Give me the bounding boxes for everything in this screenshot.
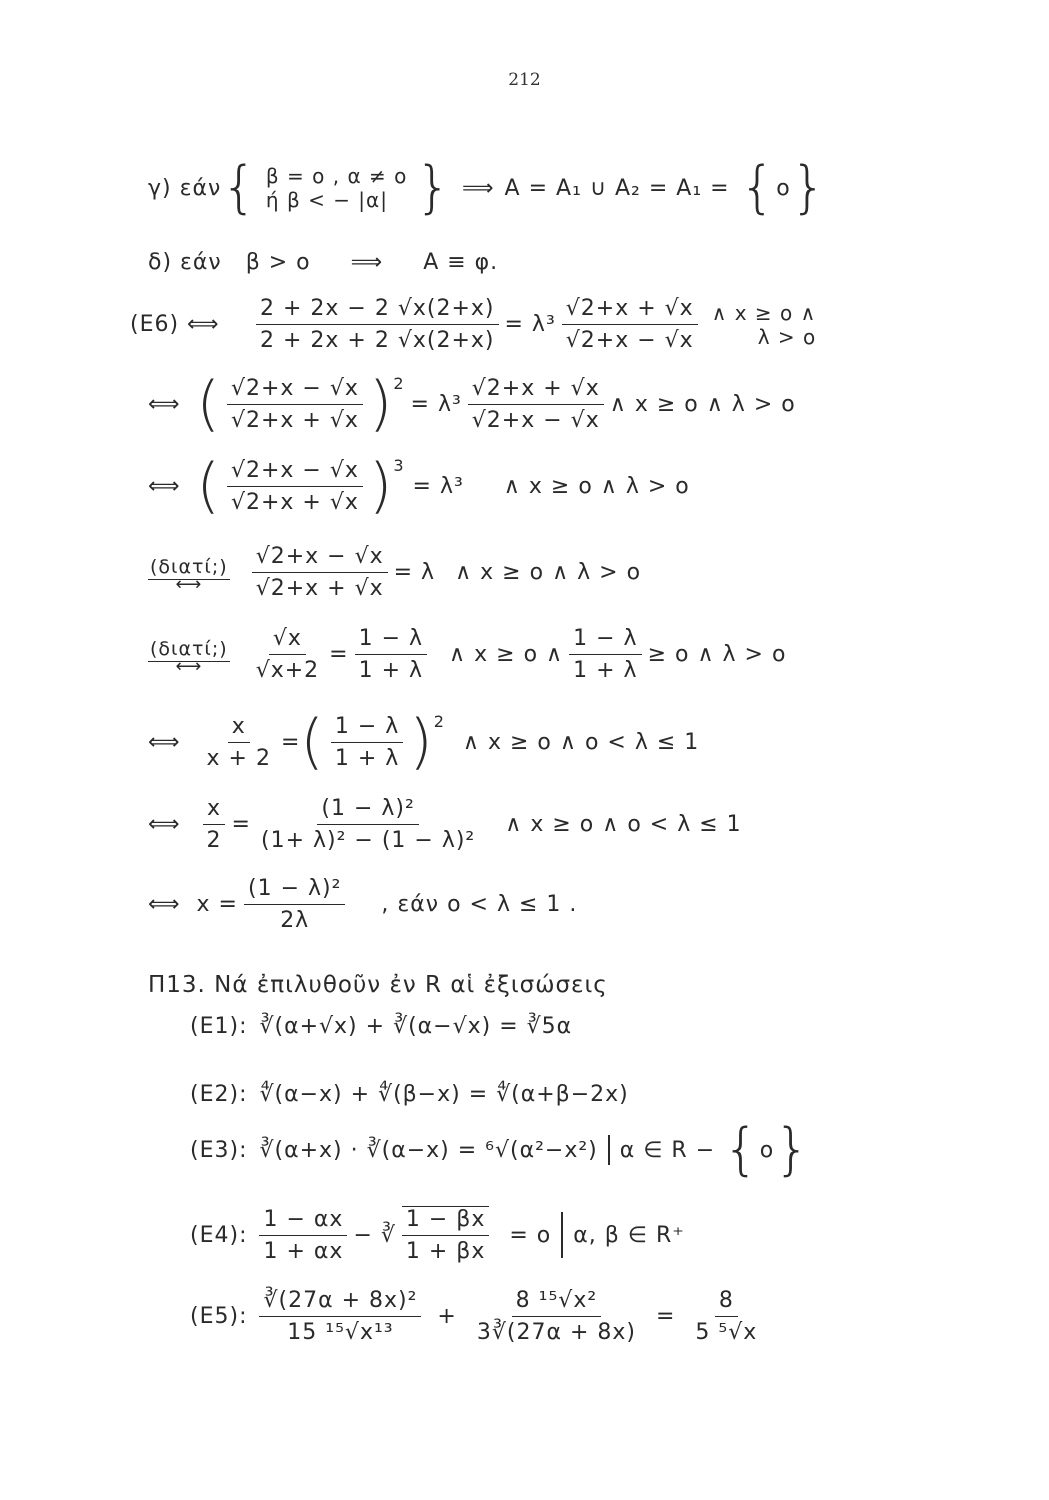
fraction-denominator: 1 + λ — [334, 745, 400, 771]
equation-set: ο — [759, 1137, 775, 1163]
set-left-brace: { — [739, 155, 777, 220]
equation-e1 — [190, 1014, 572, 1039]
equation-expression: ∜(α−x) + ∜(β−x) = ∜(α+β−2x) — [259, 1082, 629, 1107]
fraction-numerator: ∛(27α + 8x)² — [259, 1288, 421, 1317]
arrow-label: (διατί;) — [150, 637, 228, 660]
fraction-denominator: √2+x + √x — [255, 576, 384, 601]
equation-operator: = ο — [509, 1222, 552, 1248]
set-right-brace: } — [790, 155, 828, 220]
implies-arrow: ⟹ — [462, 175, 495, 201]
equation-operator: + — [437, 1304, 457, 1329]
equals-part: = λ³ — [410, 391, 462, 417]
fraction-denominator: x + 2 — [206, 745, 271, 771]
fraction-numerator: √2+x + √x — [562, 296, 698, 325]
case-gamma-cond-bottom: ή β < − |α| — [265, 188, 388, 212]
equation-condition: α, β ∈ R⁺ — [573, 1222, 685, 1248]
equals-part: x = — [196, 892, 238, 917]
arrow-head: ⟷ — [175, 655, 203, 677]
fraction-denominator: 1 + λ — [358, 658, 424, 683]
right-paren: ) — [409, 707, 434, 777]
equals-part: = — [329, 642, 349, 667]
equals-part: = λ — [393, 560, 436, 585]
fraction-denominator: (1+ λ)² − (1 − λ)² — [260, 828, 476, 853]
equation-label: (E4): — [190, 1222, 248, 1248]
fraction — [562, 296, 698, 353]
labeled-arrow — [148, 555, 230, 595]
fraction-denominator: 2λ — [280, 908, 310, 933]
equivalence-arrow: ⟺ — [148, 391, 181, 417]
fraction — [227, 458, 363, 515]
equation-expression: ∛(α+√x) + ∛(α−√x) = ∛5α — [259, 1014, 573, 1039]
right-paren: ) — [368, 369, 394, 439]
equation-e5 — [190, 1288, 767, 1345]
right-paren: ) — [368, 451, 394, 521]
left-paren: ( — [300, 707, 325, 777]
equivalence-arrow: ⟺ — [148, 892, 181, 917]
equation-expression: ∛(α+x) · ∛(α−x) = ⁶√(α²−x²) — [259, 1137, 598, 1163]
fraction — [259, 1288, 421, 1345]
case-gamma-set: ο — [776, 175, 791, 201]
exponent: 3 — [393, 456, 405, 475]
equivalence-arrow: ⟺ — [148, 812, 181, 837]
fraction-denominator: 1 + αx — [263, 1238, 344, 1264]
condition: ∧ x ≥ ο ∧ λ > ο — [455, 560, 642, 585]
arrow-label: (διατί;) — [150, 555, 228, 578]
fraction-numerator: 8 — [715, 1288, 738, 1317]
condition: ∧ x ≥ ο ∧ λ > ο — [609, 391, 796, 417]
fraction — [355, 626, 427, 683]
fraction-numerator: 8 ¹⁵√x² — [512, 1288, 602, 1317]
condition: ∧ x ≥ ο ∧ ο < λ ≤ 1 — [505, 812, 742, 837]
fraction-numerator: 1 − λ — [355, 626, 427, 655]
arrow-head: ⟷ — [175, 573, 203, 595]
fraction-numerator: √2+x − √x — [252, 544, 388, 573]
fraction — [257, 796, 479, 853]
fraction-numerator: √x — [269, 626, 306, 655]
fraction — [691, 1288, 761, 1345]
fraction-denominator: 1 + λ — [573, 658, 638, 683]
equivalence-arrow: ⟺ — [148, 473, 181, 499]
fraction-numerator: x — [228, 714, 250, 743]
equation-operator: − ∛ — [353, 1222, 396, 1248]
equation-label: (E1): — [190, 1014, 248, 1039]
fraction — [569, 626, 641, 683]
fraction-numerator: (1 − λ)² — [244, 876, 345, 905]
condition-bar — [608, 1135, 610, 1165]
fraction — [244, 876, 345, 933]
right-brace: } — [415, 155, 452, 220]
case-delta — [148, 250, 498, 275]
problem-title: Π13. Νά ἐπιλυθοῦν ἐν R αἱ ἐξισώσεις — [148, 972, 608, 998]
condition: ∧ x ≥ ο ∧ — [711, 300, 817, 325]
derivation-line-7 — [148, 796, 742, 853]
fraction — [473, 1288, 640, 1345]
derivation-lead: (E6) ⟺ — [130, 312, 220, 337]
equation-e4 — [190, 1206, 685, 1264]
case-delta-result: A ≡ φ. — [423, 250, 499, 275]
fraction-denominator: 1 + βx — [405, 1239, 486, 1264]
fraction — [203, 714, 275, 771]
equation-label: (E3): — [190, 1137, 248, 1163]
equation-label: (E5): — [190, 1304, 248, 1329]
derivation-line-1 — [130, 296, 824, 353]
fraction-numerator: 1 − λ — [569, 626, 641, 655]
equation-operator: = — [655, 1304, 676, 1329]
fraction-numerator: (1 − λ)² — [317, 796, 418, 825]
condition-bar — [561, 1212, 563, 1258]
equation-label: (E2): — [190, 1082, 248, 1107]
left-paren: ( — [196, 451, 221, 521]
derivation-line-8 — [148, 876, 577, 933]
fraction-numerator: √2+x + √x — [468, 376, 604, 405]
fraction-numerator: x — [203, 796, 225, 825]
labeled-arrow — [148, 637, 230, 677]
equals-part: = — [280, 729, 301, 755]
derivation-line-6 — [148, 707, 700, 777]
implies-arrow: ⟹ — [350, 250, 384, 275]
set-left-brace: { — [723, 1117, 760, 1182]
condition: ∧ x ≥ ο ∧ λ > ο — [503, 473, 690, 499]
equals-part: = λ³ — [412, 473, 464, 499]
fraction-denominator: 2 + 2x + 2 √x(2+x) — [260, 328, 495, 353]
fraction-denominator: 5 ⁵√x — [695, 1320, 758, 1345]
fraction-denominator: 15 ¹⁵√x¹³ — [287, 1320, 394, 1345]
fraction-denominator: √2+x + √x — [230, 489, 359, 515]
exponent: 2 — [433, 712, 445, 731]
fraction — [402, 1206, 489, 1264]
set-right-brace: } — [774, 1117, 811, 1182]
derivation-line-2 — [148, 369, 796, 439]
fraction — [252, 544, 388, 601]
case-gamma — [148, 155, 828, 220]
left-paren: ( — [196, 369, 221, 439]
case-delta-condition: β > ο — [245, 250, 311, 275]
equals-part: = λ³ — [504, 312, 556, 337]
fraction — [468, 376, 604, 433]
derivation-line-5 — [148, 626, 786, 683]
fraction-denominator: √2+x + √x — [230, 407, 359, 433]
fraction — [227, 376, 363, 433]
fraction-denominator: 2 — [206, 828, 222, 853]
fraction — [331, 714, 403, 771]
fraction-numerator: 1 − αx — [259, 1207, 347, 1236]
condition: ∧ x ≥ ο ∧ — [449, 642, 564, 667]
derivation-line-3 — [148, 451, 690, 521]
condition: ∧ x ≥ ο ∧ ο < λ ≤ 1 — [462, 729, 700, 755]
fraction-numerator: √2+x − √x — [227, 376, 363, 405]
fraction-numerator: 1 − λ — [331, 714, 403, 743]
fraction-numerator: √2+x − √x — [227, 458, 363, 487]
equation-e3 — [190, 1117, 811, 1182]
equation-e2 — [190, 1082, 629, 1107]
fraction-denominator: 3∛(27α + 8x) — [476, 1320, 636, 1345]
case-gamma-conditions — [266, 164, 407, 212]
condition: λ > ο — [757, 324, 817, 349]
condition: , εάν ο < λ ≤ 1 . — [381, 892, 578, 917]
fraction — [259, 1207, 347, 1264]
condition: ≥ ο ∧ λ > ο — [647, 642, 787, 667]
derivation-line-4 — [148, 544, 641, 601]
case-gamma-label: γ) εάν — [148, 175, 222, 201]
fraction-numerator: 2 + 2x − 2 √x(2+x) — [256, 296, 499, 325]
equivalence-arrow: ⟺ — [148, 729, 181, 755]
page-number: 212 — [508, 70, 541, 90]
equation-condition: α ∈ R − — [619, 1137, 716, 1163]
case-gamma-cond-top: β = ο , α ≠ ο — [265, 164, 408, 188]
fraction-denominator: √2+x − √x — [471, 407, 600, 433]
fraction-numerator: 1 − βx — [402, 1207, 489, 1236]
equals-part: = — [231, 812, 251, 837]
left-brace: { — [221, 155, 258, 220]
fraction — [252, 626, 323, 683]
conditions — [712, 301, 817, 349]
fraction — [256, 296, 499, 353]
case-delta-label: δ) εάν — [148, 250, 222, 275]
exponent: 2 — [393, 374, 405, 393]
fraction — [203, 796, 226, 853]
fraction-denominator: √x+2 — [255, 658, 320, 683]
fraction-denominator: √2+x − √x — [565, 328, 694, 353]
case-gamma-result: A = A₁ ∪ A₂ = A₁ = — [504, 175, 730, 201]
